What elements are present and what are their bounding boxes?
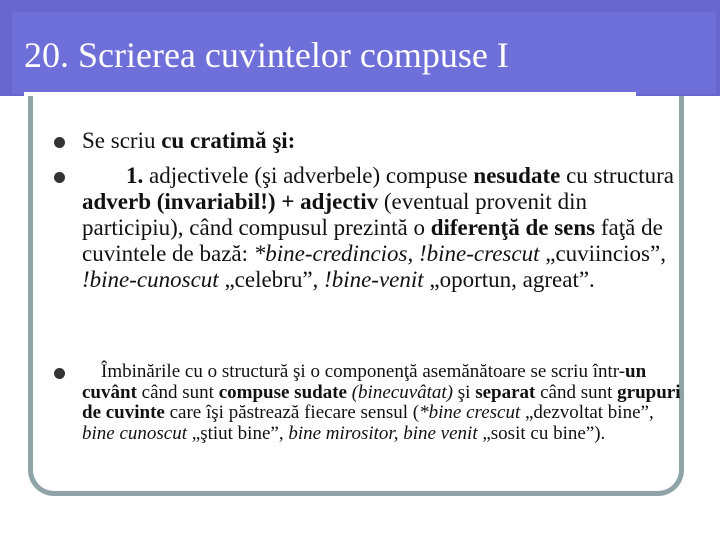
example-text: (binecuvâtat) <box>351 381 454 403</box>
text-run: şi <box>453 381 476 403</box>
text-run: când sunt <box>136 381 219 403</box>
bullet-item <box>82 163 686 293</box>
text-run: care îşi păstrează fiecare sensul ( <box>164 402 420 423</box>
text-run: „cuviincios”, <box>539 241 666 266</box>
example-text: !bine-venit <box>324 267 424 292</box>
emphasis-text: un cuvânt <box>82 361 647 403</box>
bullet-item <box>82 362 686 444</box>
slide-title: 20. Scrierea cuvintelor compuse I <box>24 35 509 75</box>
emphasis-text: cu cratimă şi: <box>161 128 296 153</box>
example-text: *bine-credincios, !bine-crescut <box>253 241 540 266</box>
text-run: „celebru”, <box>218 267 325 292</box>
emphasis-text: adverb (invariabil!) + adjectiv <box>82 189 379 214</box>
emphasis-text: compuse sudate <box>218 381 347 403</box>
emphasis-text: grupuri de cuvinte <box>82 381 681 423</box>
text-run: cu structura <box>560 163 674 188</box>
bullet-dot-icon <box>54 368 65 379</box>
bullet-dot-icon <box>54 172 65 183</box>
emphasis-text: separat <box>475 381 536 403</box>
text-run: Îmbinările cu o structură şi o componenţă asemănătoare se scriu într- <box>101 361 626 382</box>
text-run: adjectivele (şi adverbele) compuse <box>143 163 474 188</box>
example-text: !bine-cunoscut <box>82 267 219 292</box>
text-run: „sosit cu bine”). <box>477 422 606 444</box>
bullet-dot-icon <box>54 137 65 148</box>
text-run: când sunt <box>535 381 618 403</box>
emphasis-text: nesudate <box>473 163 561 188</box>
text-run: Se scriu <box>82 128 162 153</box>
text-run: „oportun, agreat”. <box>423 267 595 292</box>
example-text: bine cunoscut <box>82 422 188 444</box>
bullet-item <box>82 128 686 154</box>
example-text: bine mirositor, bine venit <box>288 422 478 444</box>
emphasis-text: 1. <box>126 163 144 188</box>
text-run: (eventual provenit din participiu), când compusul prezintă o <box>82 189 587 240</box>
text-run: „ştiut bine”, <box>187 422 289 444</box>
emphasis-text: diferenţă de sens <box>430 215 596 240</box>
text-run: faţă de cuvintele de bază: <box>82 215 663 266</box>
example-text: *bine crescut <box>419 402 521 423</box>
text-run: „dezvoltat bine”, <box>520 402 654 423</box>
